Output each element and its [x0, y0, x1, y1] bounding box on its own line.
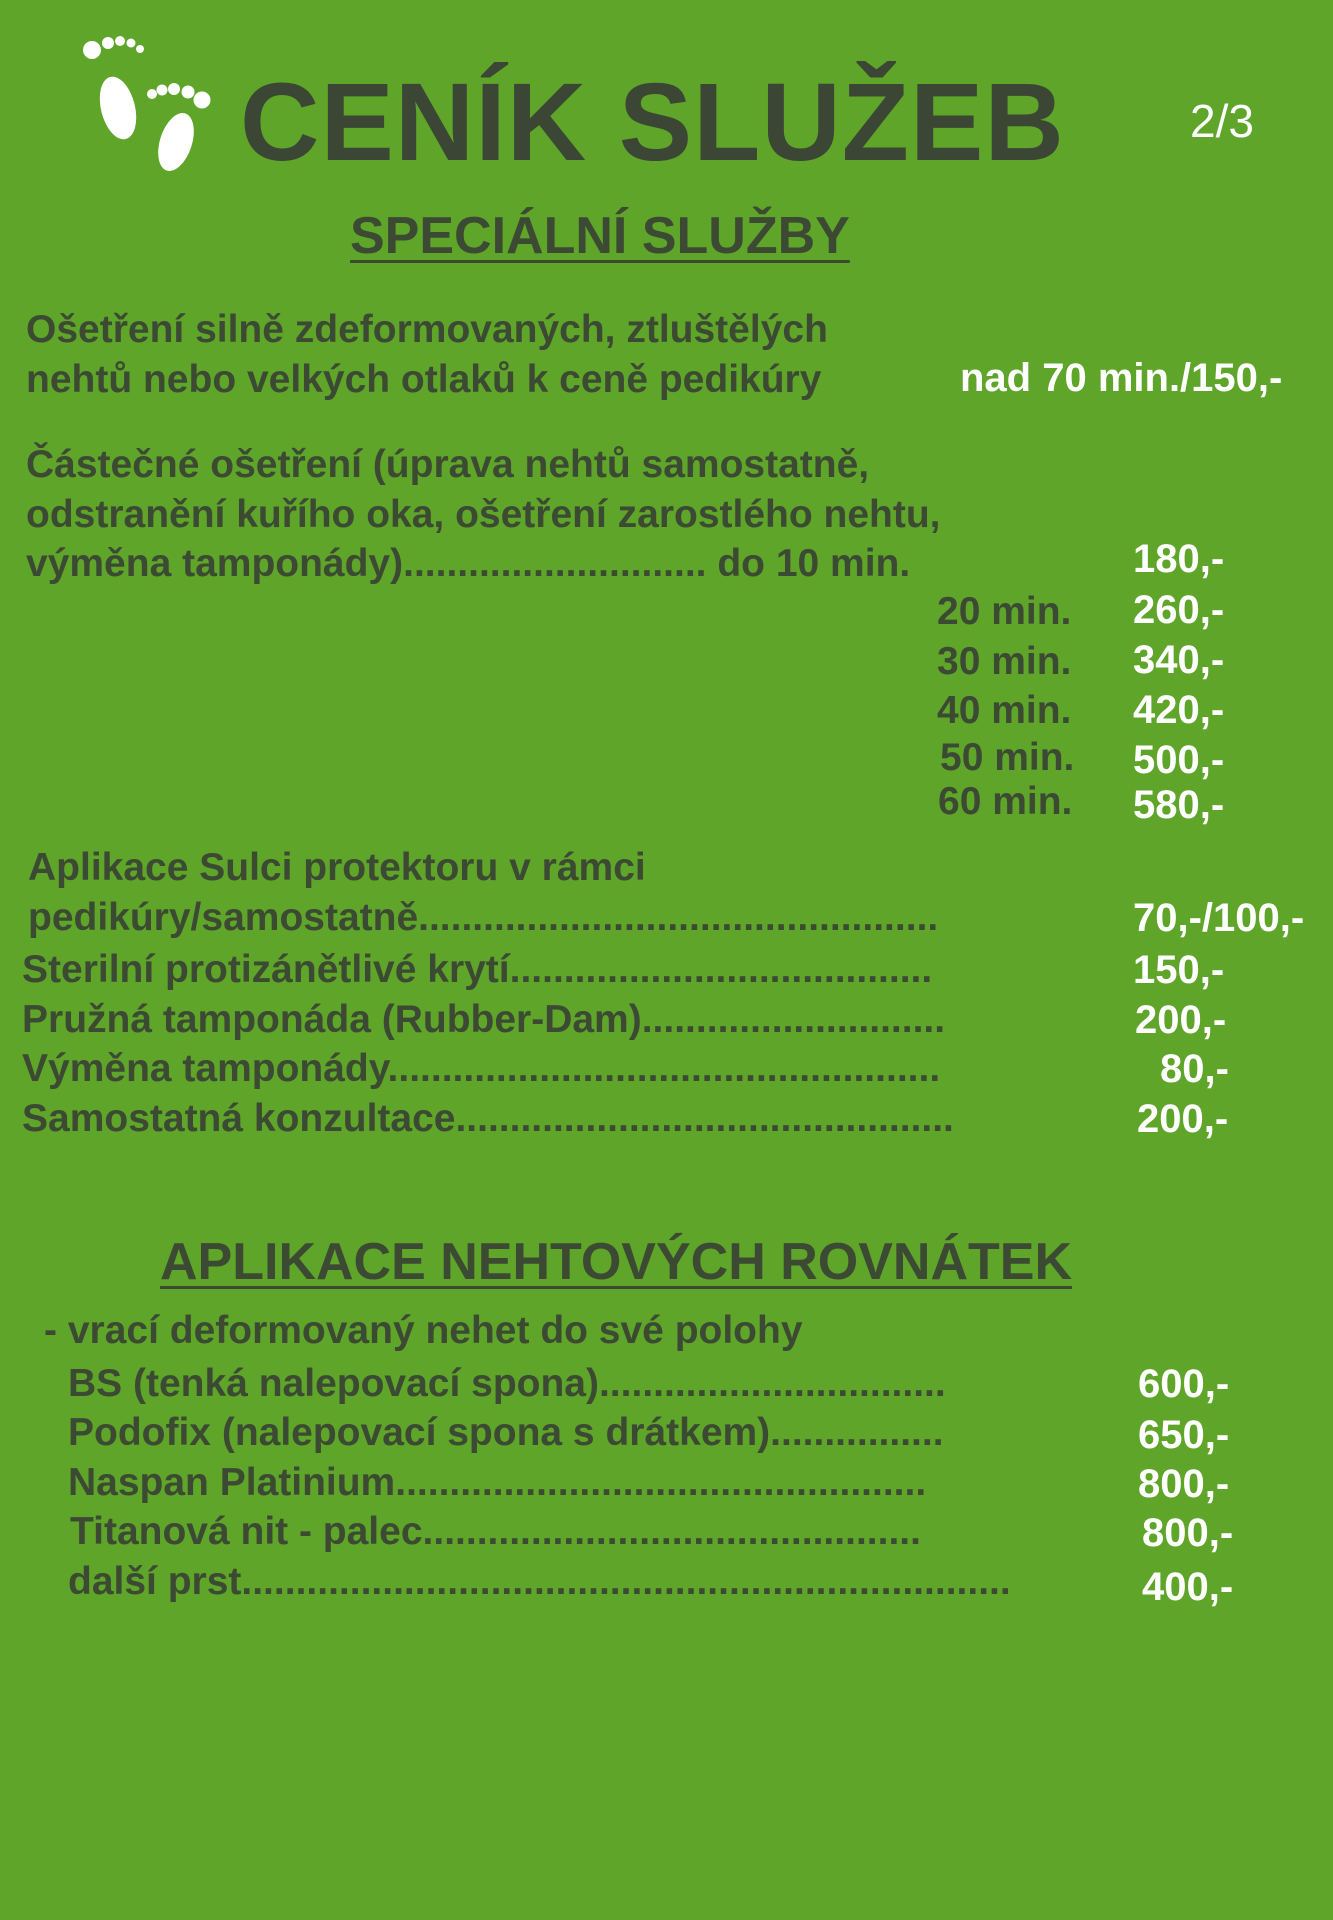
page-title: CENÍK SLUŽEB [240, 61, 1065, 184]
deformed-text-line1: Ošetření silně zdeformovaných, ztluštělých [26, 308, 828, 351]
braces-item: další prst....................................................................... [68, 1560, 1011, 1603]
tier-time: 40 min. [937, 689, 1072, 732]
braces-price: 800,- [1138, 1462, 1230, 1506]
braces-price: 800,- [1142, 1511, 1234, 1555]
tier-time: 20 min. [937, 590, 1072, 633]
page-number: 2/3 [1190, 95, 1254, 147]
tier-price: 580,- [1133, 783, 1225, 827]
braces-item: Naspan Platinium................................................. [68, 1461, 927, 1504]
braces-price: 400,- [1142, 1565, 1234, 1609]
deformed-text-line2: nehtů nebo velkých otlaků k ceně pedikúry [26, 358, 822, 401]
tier-price: 500,- [1133, 738, 1225, 782]
service-price: 200,- [1135, 998, 1227, 1042]
service-item: Sterilní protizánětlivé krytí....................................... [22, 948, 933, 991]
tier-price: 260,- [1133, 588, 1225, 632]
section-heading-braces: APLIKACE NEHTOVÝCH ROVNÁTEK [160, 1233, 1073, 1291]
tier-time: 30 min. [937, 640, 1072, 683]
braces-intro: - vrací deformovaný nehet do své polohy [44, 1309, 803, 1352]
tier-time: 50 min. [940, 736, 1075, 779]
service-price: 80,- [1160, 1047, 1229, 1091]
sulci-text-line1: Aplikace Sulci protektoru v rámci [28, 846, 646, 889]
service-item: Výměna tamponády................................................... [22, 1047, 941, 1090]
service-price: 200,- [1137, 1097, 1229, 1141]
sulci-text-line2: pedikúry/samostatně................................................ [28, 896, 939, 939]
sulci-price: 70,-/100,- [1133, 896, 1305, 940]
braces-item: Podofix (nalepovací spona s drátkem)................ [68, 1411, 944, 1454]
braces-item: Titanová nit - palec.............................................. [70, 1510, 921, 1553]
tier-price: 420,- [1133, 688, 1225, 732]
deformed-price: nad 70 min./150,- [960, 356, 1283, 400]
braces-price: 650,- [1138, 1413, 1230, 1457]
service-item: Samostatná konzultace.............................................. [22, 1097, 954, 1140]
partial-text-line3: výměna tamponády)............................ do 10 min. [26, 542, 911, 585]
service-item: Pružná tamponáda (Rubber-Dam)............................ [22, 998, 946, 1041]
braces-price: 600,- [1138, 1362, 1230, 1406]
partial-price-10: 180,- [1133, 537, 1225, 581]
footprints-icon [78, 30, 218, 180]
service-price: 150,- [1133, 948, 1225, 992]
section-heading-special: SPECIÁLNÍ SLUŽBY [350, 207, 850, 265]
braces-item: BS (tenká nalepovací spona)................................ [68, 1362, 946, 1405]
tier-price: 340,- [1133, 638, 1225, 682]
partial-text-line2: odstranění kuřího oka, ošetření zarostlého nehtu, [26, 493, 941, 536]
partial-text-line1: Částečné ošetření (úprava nehtů samostatně, [26, 443, 870, 486]
tier-time: 60 min. [938, 780, 1073, 823]
